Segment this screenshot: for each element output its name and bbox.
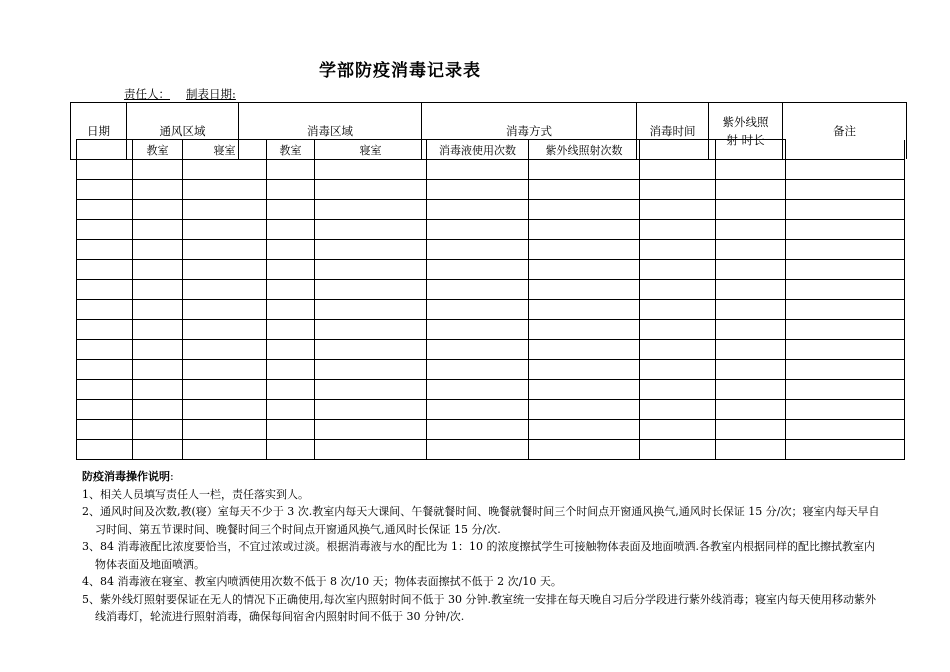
table-cell[interactable] xyxy=(716,440,786,460)
table-cell[interactable] xyxy=(640,240,716,260)
header-notes: 备注 xyxy=(783,103,907,160)
instructions-block xyxy=(82,468,882,626)
table-cell[interactable] xyxy=(786,360,905,380)
table-cell[interactable] xyxy=(315,320,427,340)
table-cell[interactable] xyxy=(267,300,315,320)
header-uv-duration-line1: 紫外线照 xyxy=(722,114,769,129)
table-cell[interactable] xyxy=(786,400,905,420)
table-cell[interactable] xyxy=(77,380,133,400)
table-cell[interactable] xyxy=(77,420,133,440)
table-cell[interactable] xyxy=(267,380,315,400)
table-cell[interactable] xyxy=(427,200,529,220)
table-cell[interactable] xyxy=(427,320,529,340)
table-row xyxy=(77,160,905,180)
table-cell[interactable] xyxy=(183,300,267,320)
sub-empty-duration xyxy=(716,140,786,160)
table-cell[interactable] xyxy=(267,220,315,240)
table-cell[interactable] xyxy=(786,260,905,280)
table-cell[interactable] xyxy=(716,320,786,340)
table-cell[interactable] xyxy=(315,420,427,440)
table-cell[interactable] xyxy=(529,240,640,260)
table-row xyxy=(77,200,905,220)
table-cell[interactable] xyxy=(267,360,315,380)
table-cell[interactable] xyxy=(77,280,133,300)
table-row xyxy=(77,360,905,380)
table-cell[interactable] xyxy=(529,420,640,440)
table-row xyxy=(77,180,905,200)
header-disinfect-area: 消毒区域 xyxy=(239,103,422,160)
table-cell[interactable] xyxy=(133,320,183,340)
table-cell[interactable] xyxy=(529,380,640,400)
table-cell[interactable] xyxy=(786,440,905,460)
table-row xyxy=(77,340,905,360)
sub-uv-count: 紫外线照射次数 xyxy=(529,140,640,160)
table-cell[interactable] xyxy=(716,200,786,220)
table-cell[interactable] xyxy=(183,340,267,360)
table-cell[interactable] xyxy=(716,420,786,440)
instruction-item-2: 2、通风时间及次数,教(寝）室每天不少于 3 次.教室内每天大课间、午餐就餐时间、晚餐就餐时间三个时间点开窗通风换气,通风时长保证 15 分/次；寝室内每天早自习时间、第五节课时间、晚餐时间三个时间点开窗通风换气,通风时长保证 15 分/次. xyxy=(82,505,880,536)
table-cell[interactable] xyxy=(786,420,905,440)
table-cell[interactable] xyxy=(267,440,315,460)
table-cell[interactable] xyxy=(183,200,267,220)
table-cell[interactable] xyxy=(77,300,133,320)
table-cell[interactable] xyxy=(786,220,905,240)
table-cell[interactable] xyxy=(427,360,529,380)
table-cell[interactable] xyxy=(427,160,529,180)
header-disinfect-method: 消毒方式 xyxy=(422,103,637,160)
table-cell[interactable] xyxy=(183,400,267,420)
table-cell[interactable] xyxy=(427,300,529,320)
table-cell[interactable] xyxy=(267,180,315,200)
table-cell[interactable] xyxy=(640,320,716,340)
table-cell[interactable] xyxy=(315,360,427,380)
table-cell[interactable] xyxy=(427,240,529,260)
table-cell[interactable] xyxy=(786,240,905,260)
table-cell[interactable] xyxy=(640,440,716,460)
table-row xyxy=(77,380,905,400)
instruction-item-4: 4、84 消毒液在寝室、教室内喷洒使用次数不低于 8 次/10 天；物体表面擦拭不低于 2 次/10 天。 xyxy=(82,575,562,588)
table-cell[interactable] xyxy=(786,200,905,220)
header-date: 日期 xyxy=(71,103,127,160)
table-cell[interactable] xyxy=(315,300,427,320)
table-cell[interactable] xyxy=(133,280,183,300)
table-cell[interactable] xyxy=(640,160,716,180)
responsible-line xyxy=(124,86,252,102)
table-cell[interactable] xyxy=(267,320,315,340)
table-cell[interactable] xyxy=(133,160,183,180)
table-cell[interactable] xyxy=(77,260,133,280)
table-cell[interactable] xyxy=(786,160,905,180)
table-cell[interactable] xyxy=(267,280,315,300)
table-cell[interactable] xyxy=(315,340,427,360)
table-cell[interactable] xyxy=(77,400,133,420)
table-cell[interactable] xyxy=(427,400,529,420)
table-cell[interactable] xyxy=(529,400,640,420)
table-cell[interactable] xyxy=(529,340,640,360)
table-row xyxy=(77,240,905,260)
table-cell[interactable] xyxy=(716,220,786,240)
table-cell[interactable] xyxy=(427,180,529,200)
table-cell[interactable] xyxy=(716,260,786,280)
sub-vent-dorm: 寝室 xyxy=(183,140,267,160)
instructions-title: 防疫消毒操作说明 xyxy=(82,470,170,483)
table-cell[interactable] xyxy=(529,320,640,340)
table-cell[interactable] xyxy=(133,200,183,220)
table-row xyxy=(77,260,905,280)
table-cell[interactable] xyxy=(786,280,905,300)
table-cell[interactable] xyxy=(640,400,716,420)
table-cell[interactable] xyxy=(640,360,716,380)
responsible-label: 责任人： xyxy=(124,87,170,101)
date-label: 制表日期: xyxy=(186,87,236,101)
table-cell[interactable] xyxy=(133,440,183,460)
table-cell[interactable] xyxy=(267,240,315,260)
table-cell[interactable] xyxy=(183,160,267,180)
table-cell[interactable] xyxy=(77,440,133,460)
table-row xyxy=(77,300,905,320)
table-cell[interactable] xyxy=(640,420,716,440)
table-cell[interactable] xyxy=(427,280,529,300)
table-cell[interactable] xyxy=(315,380,427,400)
table-cell[interactable] xyxy=(133,220,183,240)
table-cell[interactable] xyxy=(77,320,133,340)
sub-empty-notes xyxy=(786,140,905,160)
subheader-row xyxy=(77,140,905,160)
table-cell[interactable] xyxy=(315,240,427,260)
table-row xyxy=(77,280,905,300)
table-cell[interactable] xyxy=(786,180,905,200)
table-cell[interactable] xyxy=(183,180,267,200)
table-cell[interactable] xyxy=(267,400,315,420)
table-cell[interactable] xyxy=(529,180,640,200)
table-cell[interactable] xyxy=(267,260,315,280)
table-cell[interactable] xyxy=(315,280,427,300)
table-cell[interactable] xyxy=(77,200,133,220)
table-cell[interactable] xyxy=(315,440,427,460)
table-cell[interactable] xyxy=(77,240,133,260)
table-cell[interactable] xyxy=(133,400,183,420)
table-cell[interactable] xyxy=(183,220,267,240)
table-cell[interactable] xyxy=(640,380,716,400)
table-cell[interactable] xyxy=(133,420,183,440)
table-cell[interactable] xyxy=(267,160,315,180)
table-row xyxy=(77,220,905,240)
table-cell[interactable] xyxy=(183,420,267,440)
header-ventilation-area: 通风区域 xyxy=(127,103,239,160)
table-cell[interactable] xyxy=(716,180,786,200)
table-cell[interactable] xyxy=(427,440,529,460)
sub-dis-dorm: 寝室 xyxy=(315,140,427,160)
instructions-heading: 防疫消毒操作说明: xyxy=(82,470,174,483)
table-cell[interactable] xyxy=(77,360,133,380)
table-cell[interactable] xyxy=(267,420,315,440)
table-cell[interactable] xyxy=(133,300,183,320)
table-cell[interactable] xyxy=(716,380,786,400)
table-cell[interactable] xyxy=(427,220,529,240)
table-cell[interactable] xyxy=(716,340,786,360)
table-cell[interactable] xyxy=(427,340,529,360)
table-cell[interactable] xyxy=(716,240,786,260)
table-cell[interactable] xyxy=(133,380,183,400)
instruction-item-3: 3、84 消毒液配比浓度要恰当，不宜过浓或过淡。根据消毒液与水的配比为 1：10 的浓度擦拭学生可接触物体表面及地面喷洒.各教室内根据同样的配比擦拭教室内物体表面及地面喷洒。 xyxy=(82,540,875,571)
table-cell[interactable] xyxy=(640,280,716,300)
table-row xyxy=(77,320,905,340)
table-cell[interactable] xyxy=(133,360,183,380)
table-cell[interactable] xyxy=(183,380,267,400)
table-cell[interactable] xyxy=(786,380,905,400)
table-cell[interactable] xyxy=(716,300,786,320)
table-cell[interactable] xyxy=(183,260,267,280)
table-cell[interactable] xyxy=(427,420,529,440)
table-cell[interactable] xyxy=(77,160,133,180)
sub-vent-classroom: 教室 xyxy=(133,140,183,160)
table-cell[interactable] xyxy=(183,240,267,260)
table-cell[interactable] xyxy=(786,300,905,320)
table-cell[interactable] xyxy=(640,200,716,220)
table-cell[interactable] xyxy=(529,200,640,220)
table-cell[interactable] xyxy=(529,160,640,180)
table-cell[interactable] xyxy=(786,320,905,340)
table-cell[interactable] xyxy=(529,260,640,280)
table-cell[interactable] xyxy=(77,340,133,360)
table-row xyxy=(77,420,905,440)
table-cell[interactable] xyxy=(529,280,640,300)
table-cell[interactable] xyxy=(529,220,640,240)
header-disinfect-time: 消毒时间 xyxy=(637,103,709,160)
table-cell[interactable] xyxy=(786,340,905,360)
table-cell[interactable] xyxy=(183,360,267,380)
table-cell[interactable] xyxy=(315,220,427,240)
instruction-item-5: 5、紫外线灯照射要保证在无人的情况下正确使用,每次室内照射时间不低于 30 分钟.教室统一安排在每天晚自习后分学段进行紫外线消毒；寝室内每天使用移动紫外线消毒灯，轮流进行照射消毒，确保每间宿舍内照射时间不低于 30 分钟/次. xyxy=(82,592,876,623)
table-cell[interactable] xyxy=(183,280,267,300)
table-cell[interactable] xyxy=(315,160,427,180)
table-cell[interactable] xyxy=(427,380,529,400)
table-cell[interactable] xyxy=(716,160,786,180)
table-cell[interactable] xyxy=(77,220,133,240)
table-cell[interactable] xyxy=(133,240,183,260)
header-uv-duration-line2: 射 时长 xyxy=(726,132,765,147)
table-cell[interactable] xyxy=(315,260,427,280)
table-cell[interactable] xyxy=(133,180,183,200)
table-cell[interactable] xyxy=(716,280,786,300)
instruction-item-1: 1、相关人员填写责任人一栏，责任落实到人。 xyxy=(82,487,309,501)
table-cell[interactable] xyxy=(529,440,640,460)
table-cell[interactable] xyxy=(640,220,716,240)
table-cell[interactable] xyxy=(267,200,315,220)
table-cell[interactable] xyxy=(315,180,427,200)
sub-dis-classroom: 教室 xyxy=(267,140,315,160)
table-cell[interactable] xyxy=(77,180,133,200)
record-grid xyxy=(76,139,905,460)
page-title: 学部防疫消毒记录表 xyxy=(319,61,481,81)
table-row xyxy=(77,440,905,460)
table-cell[interactable] xyxy=(133,340,183,360)
table-cell[interactable] xyxy=(315,200,427,220)
table-cell[interactable] xyxy=(427,260,529,280)
table-cell[interactable] xyxy=(267,340,315,360)
table-row xyxy=(77,400,905,420)
sub-empty-time xyxy=(640,140,716,160)
sub-empty-date xyxy=(77,140,133,160)
table-cell[interactable] xyxy=(133,260,183,280)
table-cell[interactable] xyxy=(640,340,716,360)
table-cell[interactable] xyxy=(716,360,786,380)
table-cell[interactable] xyxy=(529,300,640,320)
table-cell[interactable] xyxy=(315,400,427,420)
table-cell[interactable] xyxy=(183,320,267,340)
table-cell[interactable] xyxy=(640,180,716,200)
sub-liquid-count: 消毒液使用次数 xyxy=(427,140,529,160)
table-cell[interactable] xyxy=(640,260,716,280)
table-cell[interactable] xyxy=(529,360,640,380)
table-cell[interactable] xyxy=(716,400,786,420)
table-cell[interactable] xyxy=(183,440,267,460)
table-cell[interactable] xyxy=(640,300,716,320)
